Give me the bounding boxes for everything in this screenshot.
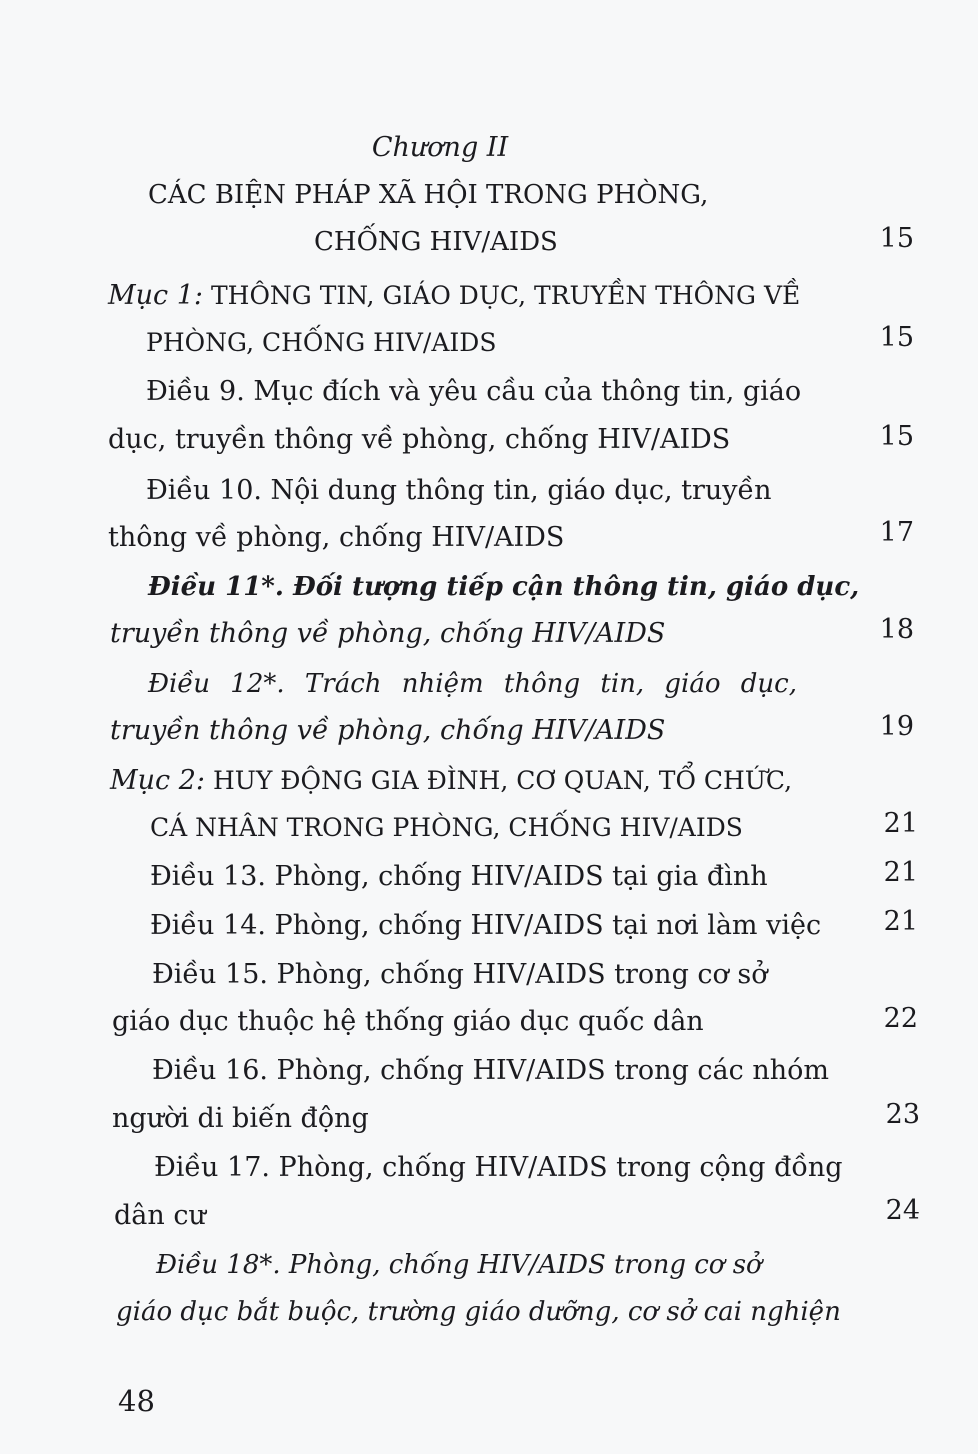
art17-line2: dân cư	[114, 1200, 206, 1231]
section2-line1	[110, 764, 792, 798]
chapter-title-line1: CÁC BIỆN PHÁP XÃ HỘI TRONG PHÒNG,	[148, 180, 709, 210]
section1-line1	[108, 279, 800, 313]
art18-line1: Điều 18*. Phòng, chống HIV/AIDS trong cơ sở	[156, 1250, 762, 1280]
art12-page: 19	[879, 711, 914, 742]
section2-line2: CÁ NHÂN TRONG PHÒNG, CHỐNG HIV/AIDS	[150, 813, 743, 842]
section1-prefix: Mục 1:	[108, 280, 204, 311]
section2-prefix: Mục 2:	[110, 765, 206, 796]
art15-line1: Điều 15. Phòng, chống HIV/AIDS trong cơ sở	[152, 959, 768, 990]
art15-line2: giáo dục thuộc hệ thống giáo dục quốc dân	[112, 1006, 704, 1037]
art11-page: 18	[879, 614, 914, 645]
art11-line2: truyền thông về phòng, chống HIV/AIDS	[110, 618, 666, 649]
art14-page: 21	[883, 906, 918, 937]
art18-line2: giáo dục bắt buộc, trường giáo dưỡng, cơ sở cai nghiện	[116, 1297, 841, 1327]
art12-line1: Điều 12*. Trách nhiệm thông tin, giáo dục,	[148, 669, 798, 699]
art9-line1: Điều 9. Mục đích và yêu cầu của thông tin, giáo	[146, 376, 802, 407]
chapter-label: Chương II	[371, 132, 509, 163]
page-number: 48	[118, 1384, 155, 1418]
section1-line2: PHÒNG, CHỐNG HIV/AIDS	[146, 328, 497, 357]
art16-line1: Điều 16. Phòng, chống HIV/AIDS trong các nhóm	[152, 1055, 829, 1086]
art9-page: 15	[879, 421, 914, 452]
art10-page: 17	[879, 517, 914, 548]
art17-line1: Điều 17. Phòng, chống HIV/AIDS trong cộng đồng	[154, 1152, 843, 1183]
art15-page: 22	[883, 1003, 918, 1034]
section2-title: HUY ĐỘNG GIA ĐÌNH, CƠ QUAN, TỔ CHỨC,	[205, 766, 793, 795]
art10-line1: Điều 10. Nội dung thông tin, giáo dục, truyền	[146, 475, 772, 506]
art16-page: 23	[885, 1099, 920, 1130]
section2-page: 21	[883, 808, 918, 839]
art13-line1: Điều 13. Phòng, chống HIV/AIDS tại gia đình	[150, 861, 768, 892]
art14-line1: Điều 14. Phòng, chống HIV/AIDS tại nơi làm việc	[150, 910, 822, 941]
section1-page: 15	[879, 322, 914, 353]
chapter-page: 15	[879, 223, 914, 254]
art17-page: 24	[885, 1195, 920, 1226]
art16-line2: người di biến động	[112, 1103, 369, 1134]
art13-page: 21	[883, 857, 918, 888]
art9-line2: dục, truyền thông về phòng, chống HIV/AIDS	[108, 424, 731, 455]
art10-line2: thông về phòng, chống HIV/AIDS	[108, 522, 565, 553]
art11-line1: Điều 11*. Đối tượng tiếp cận thông tin, giáo dục,	[148, 572, 860, 602]
chapter-title-line2: CHỐNG HIV/AIDS	[314, 227, 558, 257]
section1-title: THÔNG TIN, GIÁO DỤC, TRUYỀN THÔNG VỀ	[203, 281, 801, 310]
art12-line2: truyền thông về phòng, chống HIV/AIDS	[110, 715, 666, 746]
